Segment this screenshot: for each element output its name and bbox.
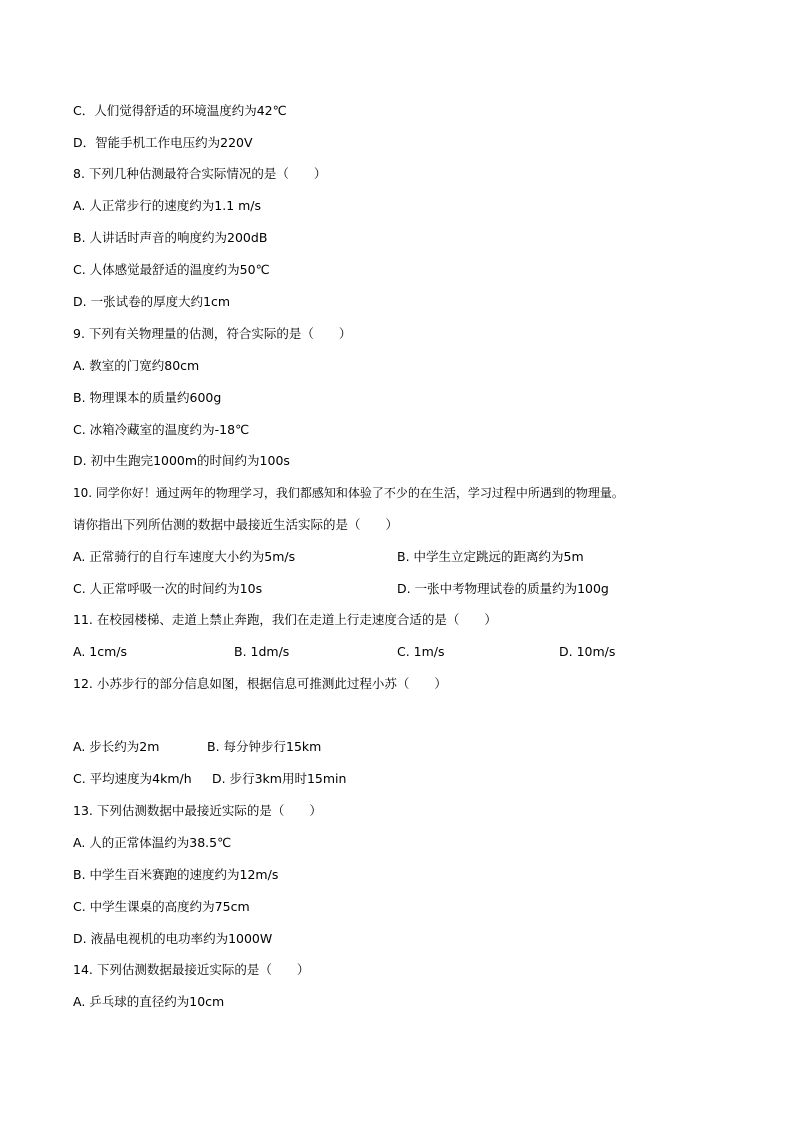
q12-figure-area bbox=[73, 700, 713, 730]
q8-option-c: C. 人体感觉最舒适的温度约为50℃ bbox=[73, 262, 270, 277]
q9-option-d: D. 初中生跑完1000m的时间约为100s bbox=[73, 453, 290, 468]
q7-option-d: D．智能手机工作电压约为220V bbox=[73, 135, 253, 150]
q13-option-c: C. 中学生课桌的高度约为75cm bbox=[73, 899, 250, 914]
q13-stem: 13. 下列估测数据中最接近实际的是（ ） bbox=[73, 803, 322, 818]
q10-stem-line1: 10. 同学你好！通过两年的物理学习，我们都感知和体验了不少的在生活，学习过程中所遇到的物理量。 bbox=[73, 486, 624, 500]
q10-option-d: D. 一张中考物理试卷的质量约为100g bbox=[397, 581, 609, 596]
q12-option-c: C. 平均速度为4km/h bbox=[73, 771, 192, 786]
q9-stem: 9. 下列有关物理量的估测，符合实际的是（ ） bbox=[73, 326, 352, 341]
q13-option-d: D. 液晶电视机的电功率约为1000W bbox=[73, 931, 273, 946]
q8-option-a: A. 人正常步行的速度约为1.1 m/s bbox=[73, 198, 262, 213]
q10-stem-line2: 请你指出下列所估测的数据中最接近生活实际的是（ ） bbox=[73, 517, 399, 532]
q11-stem: 11. 在校园楼梯、走道上禁止奔跑，我们在走道上行走速度合适的是（ ） bbox=[73, 612, 497, 627]
q8-option-b: B. 人讲话时声音的响度约为200dB bbox=[73, 230, 268, 245]
q9-option-b: B. 物理课本的质量约600g bbox=[73, 390, 222, 405]
q12-stem: 12. 小苏步行的部分信息如图，根据信息可推测此过程小苏（ ） bbox=[73, 676, 447, 691]
q14-option-a: A. 乒乓球的直径约为10cm bbox=[73, 994, 225, 1009]
q9-option-c: C. 冰箱冷藏室的温度约为-18℃ bbox=[73, 422, 250, 437]
q10-option-c: C. 人正常呼吸一次的时间约为10s bbox=[73, 581, 263, 596]
q14-stem: 14. 下列估测数据最接近实际的是（ ） bbox=[73, 962, 310, 977]
q11-option-a: A. 1cm/s bbox=[73, 644, 128, 659]
q12-option-d: D. 步行3km用时15min bbox=[212, 771, 347, 786]
q12-option-a: A. 步长约为2m bbox=[73, 739, 160, 754]
q11-option-b: B. 1dm/s bbox=[234, 644, 290, 659]
q11-option-d: D. 10m/s bbox=[559, 644, 616, 659]
q10-option-b: B. 中学生立定跳远的距离约为5m bbox=[397, 549, 584, 564]
q9-option-a: A. 教室的门宽约80cm bbox=[73, 358, 200, 373]
q8-stem: 8. 下列几种估测最符合实际情况的是（ ） bbox=[73, 166, 327, 181]
q11-option-c: C. 1m/s bbox=[397, 644, 445, 659]
q13-option-b: B. 中学生百米赛跑的速度约为12m/s bbox=[73, 867, 279, 882]
q7-option-c: C．人们觉得舒适的环境温度约为42℃ bbox=[73, 103, 287, 118]
q13-option-a: A. 人的正常体温约为38.5℃ bbox=[73, 835, 232, 850]
q12-option-b: B. 每分钟步行15km bbox=[207, 739, 322, 754]
q8-option-d: D. 一张试卷的厚度大约1cm bbox=[73, 294, 231, 309]
q10-option-a: A. 正常骑行的自行车速度大小约为5m/s bbox=[73, 549, 296, 564]
